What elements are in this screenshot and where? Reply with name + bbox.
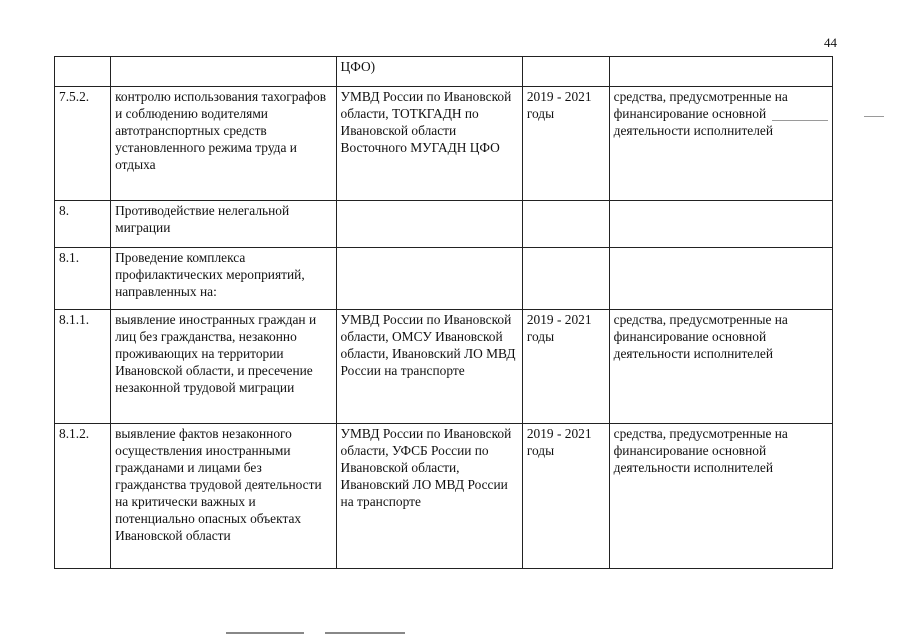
- scan-artifact-line: [226, 632, 304, 634]
- scan-artifact-dash: [864, 116, 884, 117]
- executor-cell: УМВД России по Ивановской области, ОМСУ Ивановской области, Ивановский ЛО МВД России на транспорте: [336, 310, 522, 424]
- item-number-cell: 8.1.1.: [55, 310, 111, 424]
- table-row: [55, 424, 833, 569]
- executor-cell: [336, 201, 522, 248]
- term-cell: [522, 201, 609, 248]
- funding-cell: [609, 57, 832, 87]
- activity-cell: выявление иностранных граждан и лиц без гражданства, незаконно проживающих на территории Ивановской области, и пресечение незаконной трудовой миграции: [111, 310, 336, 424]
- activity-cell: выявление фактов незаконного осуществления иностранными гражданами и лицами без гражданства трудовой деятельности на критически важных и потенциально опасных объектах Ивановской области: [111, 424, 336, 569]
- page-number: 44: [824, 35, 837, 50]
- term-cell: [522, 57, 609, 87]
- item-number-cell: 8.1.2.: [55, 424, 111, 569]
- activity-cell: [111, 57, 336, 87]
- item-number-cell: 8.1.: [55, 248, 111, 310]
- executor-cell: УМВД России по Ивановской области, УФСБ России по Ивановской области, Ивановский ЛО МВД России на транспорте: [336, 424, 522, 569]
- activity-cell: контролю использования тахографов и соблюдению водителями автотранспортных средств установленного режима труда и отдыха: [111, 87, 336, 201]
- activity-plan-table: [54, 56, 833, 569]
- item-number-cell: [55, 57, 111, 87]
- table-row: [55, 87, 833, 201]
- term-cell: 2019 - 2021 годы: [522, 310, 609, 424]
- table-row: [55, 248, 833, 310]
- item-number-cell: 7.5.2.: [55, 87, 111, 201]
- funding-cell: средства, предусмотренные на финансирование основной деятельности исполнителей: [609, 310, 832, 424]
- scan-artifact-dash: [772, 120, 828, 121]
- table-row: [55, 310, 833, 424]
- item-number-cell: 8.: [55, 201, 111, 248]
- funding-cell: средства, предусмотренные на финансирование основной деятельности исполнителей: [609, 87, 832, 201]
- term-cell: 2019 - 2021 годы: [522, 87, 609, 201]
- executor-cell: УМВД России по Ивановской области, ТОТКГАДН по Ивановской области Восточного МУГАДН ЦФО: [336, 87, 522, 201]
- term-cell: 2019 - 2021 годы: [522, 424, 609, 569]
- activity-cell: Проведение комплекса профилактических мероприятий, направленных на:: [111, 248, 336, 310]
- activity-cell: Противодействие нелегальной миграции: [111, 201, 336, 248]
- executor-cell: [336, 248, 522, 310]
- table-row: [55, 57, 833, 87]
- scan-artifact-line: [325, 632, 405, 634]
- funding-cell: средства, предусмотренные на финансирование основной деятельности исполнителей: [609, 424, 832, 569]
- funding-cell: [609, 201, 832, 248]
- funding-cell: [609, 248, 832, 310]
- executor-cell: ЦФО): [336, 57, 522, 87]
- term-cell: [522, 248, 609, 310]
- table-row: [55, 201, 833, 248]
